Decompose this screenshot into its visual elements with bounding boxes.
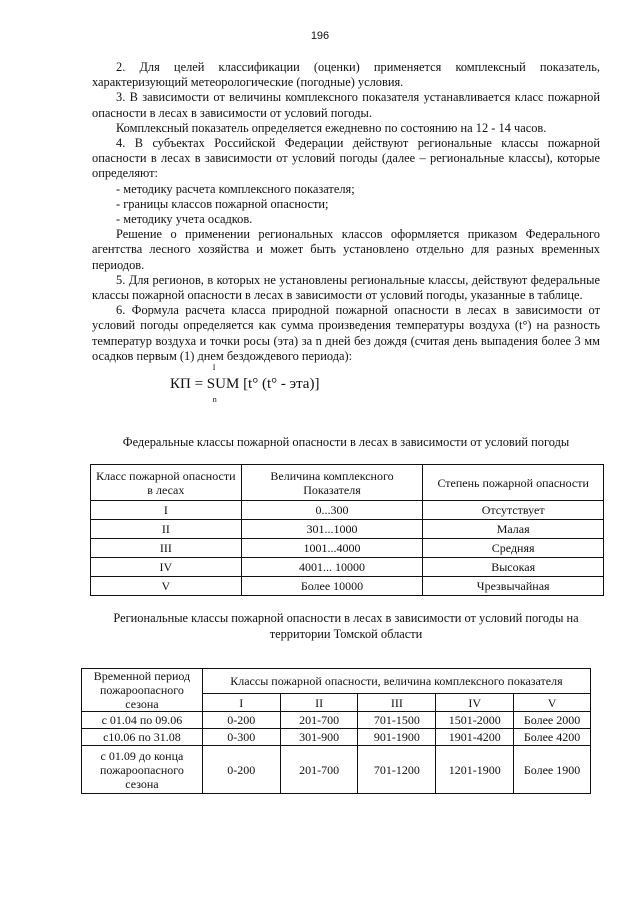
- formula-lhs: КП =: [170, 376, 207, 392]
- formula-sum-text: SUM: [206, 376, 240, 392]
- table-cell: 701-1500: [358, 712, 436, 729]
- classes-header: Классы пожарной опасности, величина комплексного показателя: [202, 669, 590, 694]
- formula-sub: n: [212, 395, 217, 404]
- table-cell: Высокая: [423, 558, 604, 577]
- table-cell: 0-300: [202, 729, 280, 746]
- table-cell: с10.06 по 31.08: [82, 729, 203, 746]
- table-cell: Более 1900: [514, 746, 591, 794]
- table-cell: Малая: [423, 520, 604, 539]
- table-cell: 1901-4200: [436, 729, 514, 746]
- table-cell: 1501-2000: [436, 712, 514, 729]
- document-body: [92, 60, 600, 364]
- table-cell: I: [91, 501, 242, 520]
- formula-sum: [206, 363, 240, 404]
- table-row: [82, 746, 591, 794]
- list-item: - границы классов пожарной опасности;: [116, 196, 329, 211]
- table-cell: Чрезвычайная: [423, 577, 604, 596]
- paragraph-3: 3. В зависимости от величины комплексного показателя устанавливается класс пожарной опасности в лесах в зависимости от условий погоды.: [92, 90, 600, 120]
- formula: [170, 363, 320, 404]
- paragraph-4b: Решение о применении региональных классов оформляется приказом Федерального агентства лесного хозяйства и может быть установлено отдельно для разных временных периодов.: [92, 227, 600, 272]
- table-cell: 1001...4000: [241, 539, 423, 558]
- header-cell: Класс пожарной опасности в лесах: [91, 465, 242, 501]
- regional-table-caption: Региональные классы пожарной опасности в лесах в зависимости от условий погоды на территории Томской области: [113, 611, 579, 641]
- table-cell: 301...1000: [241, 520, 423, 539]
- table-cell: 4001... 10000: [241, 558, 423, 577]
- table-cell: Средняя: [423, 539, 604, 558]
- table-cell: 0-200: [202, 746, 280, 794]
- class-label: IV: [436, 694, 514, 712]
- list-item: - методику расчета комплексного показателя;: [116, 181, 355, 196]
- table-header-row: [82, 669, 591, 694]
- table-cell: II: [91, 520, 242, 539]
- formula-rhs: [t° (t° - эта)]: [239, 376, 320, 392]
- table-row: [82, 712, 591, 729]
- table-row: [91, 558, 604, 577]
- class-label: V: [514, 694, 591, 712]
- table-cell: IV: [91, 558, 242, 577]
- paragraph-3b: Комплексный показатель определяется ежедневно по состоянию на 12 - 14 часов.: [116, 120, 547, 135]
- paragraph-6: 6. Формула расчета класса природной пожарной опасности в лесах в зависимости от условий погоды определяется как сумма произведения температуры воздуха (t°) на разность температур воздуха и точки росы (эта) за n дней без дождя (считая день выпадения более 3 мм осадков первым (1) днем бездождевого периода):: [92, 303, 600, 363]
- page-number: 196: [310, 30, 330, 42]
- table-row: [82, 729, 591, 746]
- table-row: [91, 539, 604, 558]
- table-cell: с 01.09 до конца пожароопасного сезона: [82, 746, 203, 794]
- table-cell: 0-200: [202, 712, 280, 729]
- header-cell: Величина комплексного Показателя: [241, 465, 423, 501]
- table-cell: Более 10000: [241, 577, 423, 596]
- list-item: - методику учета осадков.: [116, 212, 253, 227]
- paragraph-2: 2. Для целей классификации (оценки) применяется комплексный показатель, характеризующий метеорологические (погодные) условия.: [92, 60, 600, 90]
- header-cell: Степень пожарной опасности: [423, 465, 604, 501]
- table-row: [91, 520, 604, 539]
- table-cell: III: [91, 539, 242, 558]
- table-cell: с 01.04 по 09.06: [82, 712, 203, 729]
- class-label: III: [358, 694, 436, 712]
- federal-table-caption: Федеральные классы пожарной опасности в лесах в зависимости от условий погоды: [122, 435, 570, 449]
- class-label: II: [280, 694, 358, 712]
- table-cell: Более 4200: [514, 729, 591, 746]
- period-header: Временной период пожароопасного сезона: [82, 669, 203, 712]
- table-cell: Отсутствует: [423, 501, 604, 520]
- table-row: [91, 577, 604, 596]
- federal-table: [90, 464, 604, 596]
- table-cell: Более 2000: [514, 712, 591, 729]
- paragraph-5: 5. Для регионов, в которых не установлены региональные классы, действуют федеральные классы пожарной опасности в лесах в зависимости от условий погоды, указанные в таблице.: [92, 272, 600, 303]
- table-header-row: [91, 465, 604, 501]
- table-cell: 901-1900: [358, 729, 436, 746]
- table-cell: 201-700: [280, 712, 358, 729]
- regional-table: [81, 668, 591, 794]
- paragraph-4: 4. В субъектах Российской Федерации действуют региональные классы пожарной опасности в лесах в зависимости от условий погоды (далее – региональные классы), которые определяют:: [92, 136, 600, 181]
- table-cell: V: [91, 577, 242, 596]
- formula-sup: I: [212, 363, 216, 372]
- table-row: [91, 501, 604, 520]
- table-cell: 701-1200: [358, 746, 436, 794]
- table-cell: 301-900: [280, 729, 358, 746]
- table-cell: 0...300: [241, 501, 423, 520]
- table-cell: 201-700: [280, 746, 358, 794]
- class-label: I: [202, 694, 280, 712]
- criteria-list: [92, 182, 600, 228]
- table-cell: 1201-1900: [436, 746, 514, 794]
